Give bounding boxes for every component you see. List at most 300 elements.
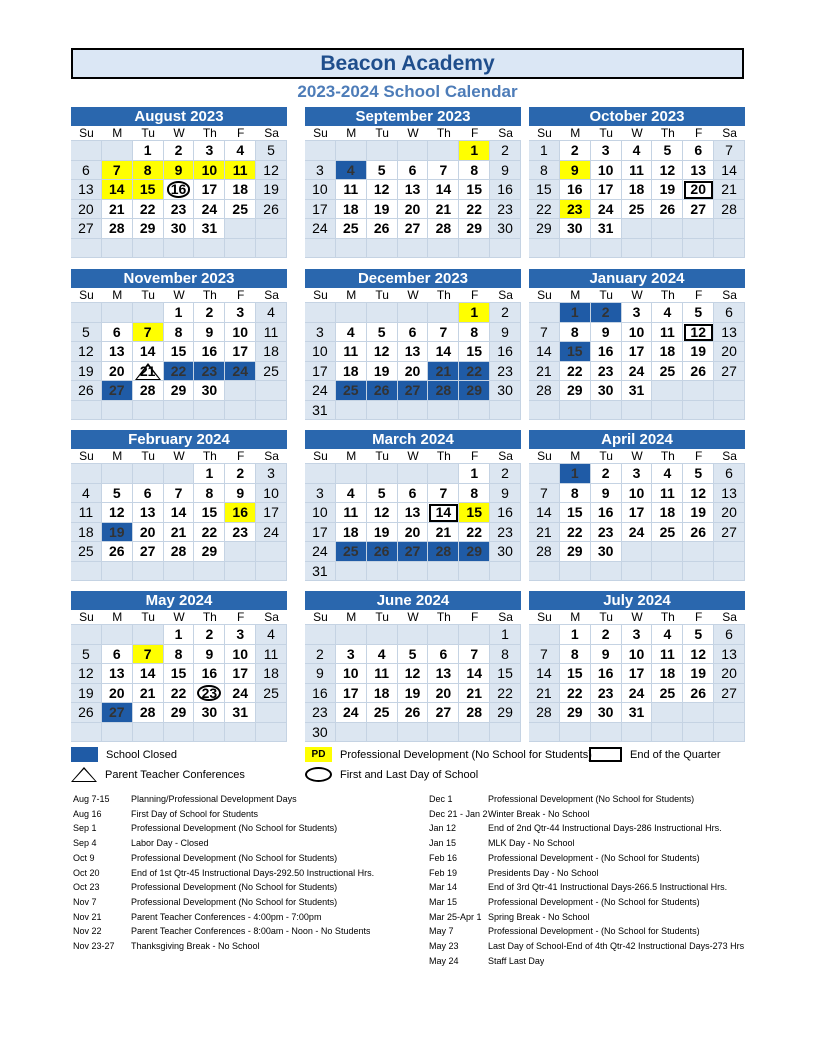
day-number: 18 [659,343,676,360]
month-grid [529,126,745,258]
empty-cell [71,562,102,582]
weekday-header: Tu [367,449,398,464]
day-number: 24 [597,200,614,217]
day-cell [336,703,367,723]
day-number: 16 [497,504,513,521]
day-number: 15 [497,665,513,682]
day-number: 8 [570,323,579,340]
day-cell [622,703,653,723]
note-text: Professional Development (No School for Students) [131,852,338,863]
weekday-header: W [164,449,195,464]
month-grid [305,449,521,581]
day-number: 6 [112,323,121,340]
month-block [71,107,287,258]
day-cell [529,645,560,665]
day-number: 16 [566,181,583,198]
empty-cell [652,542,683,562]
day-number: 9 [205,645,214,662]
day-cell [398,219,429,239]
month-block [71,430,287,581]
weekday-header: F [459,449,490,464]
day-cell [560,684,591,704]
day-number: 18 [78,523,94,540]
note-text: Parent Teacher Conferences - 8:00am - Noon - No Students [131,926,371,937]
legend-closed-label: School Closed [106,748,177,761]
day-cell [529,381,560,401]
day-cell [560,323,591,343]
day-number: 13 [404,181,421,198]
empty-cell [225,239,256,259]
day-cell [305,484,336,504]
day-number: 23 [232,523,248,540]
day-number: 15 [566,343,583,360]
weekday-header: F [225,126,256,141]
day-number: 22 [566,362,583,379]
empty-cell [622,401,653,421]
day-number: 13 [108,665,125,682]
day-number: 28 [108,220,125,237]
day-cell [714,342,745,362]
day-number: 7 [725,142,733,159]
empty-cell [683,219,714,239]
day-cell [102,664,133,684]
day-number: 9 [501,161,509,178]
day-number: 30 [597,704,614,721]
day-cell [560,342,591,362]
day-cell [683,664,714,684]
month-title: February 2024 [71,430,287,449]
day-number: 8 [470,323,479,340]
day-number: 26 [373,382,390,399]
empty-cell [225,542,256,562]
note-row [429,895,744,910]
day-cell [529,141,560,161]
day-cell [194,323,225,343]
day-number: 2 [601,304,610,321]
day-cell [164,323,195,343]
weekday-header: F [683,610,714,625]
empty-cell [529,723,560,743]
note-date: Jan 15 [429,838,457,849]
month-grid [71,288,287,420]
day-cell [305,703,336,723]
day-cell [336,362,367,382]
empty-cell [683,401,714,421]
day-number: 10 [232,323,248,340]
day-cell [622,625,653,645]
day-cell [336,342,367,362]
day-number: 19 [263,181,279,198]
day-number: 28 [536,382,552,399]
day-number: 23 [597,523,614,540]
day-number: 19 [690,665,706,682]
weekday-header: F [683,126,714,141]
day-cell [683,323,714,343]
empty-cell [428,562,459,582]
day-number: 14 [435,181,452,198]
note-row [429,924,744,939]
note-text: Professional Development - (No School for Students) [488,896,700,907]
month-title: May 2024 [71,591,287,610]
empty-cell [102,239,133,259]
day-cell [652,342,683,362]
weekday-header: Sa [490,449,521,464]
empty-cell [428,141,459,161]
day-cell [529,342,560,362]
month-title: June 2024 [305,591,521,610]
weekday-header: M [336,449,367,464]
day-cell [683,161,714,181]
empty-cell [683,723,714,743]
empty-cell [256,239,287,259]
day-number: 11 [343,343,359,360]
day-number: 4 [632,142,641,159]
day-number: 3 [632,304,641,321]
day-cell [305,381,336,401]
day-cell [336,542,367,562]
day-number: 30 [312,723,328,740]
day-number: 4 [377,645,386,662]
day-cell [529,684,560,704]
day-number: 25 [659,362,676,379]
day-cell [133,342,164,362]
day-number: 6 [694,142,703,159]
day-cell [164,219,195,239]
day-number: 18 [342,523,359,540]
day-number: 3 [632,626,641,643]
weekday-header: Tu [367,288,398,303]
day-cell [194,342,225,362]
day-number: 23 [497,200,513,217]
day-number: 19 [690,504,706,521]
day-number: 23 [566,200,583,217]
legend-quarter-label: End of the Quarter [630,748,721,761]
day-cell [428,664,459,684]
day-number: 19 [690,343,706,360]
day-number: 10 [312,343,328,360]
day-number: 26 [78,704,94,721]
day-cell [490,303,521,323]
day-cell [367,684,398,704]
day-cell [428,180,459,200]
day-number: 29 [566,382,583,399]
day-number: 23 [201,362,218,379]
legend-firstlast [305,767,478,782]
day-cell [398,664,429,684]
notes-right [429,792,744,968]
day-cell [102,180,133,200]
day-number: 27 [404,220,421,237]
empty-cell [714,401,745,421]
day-number: 26 [404,704,421,721]
day-cell [652,303,683,323]
day-number: 12 [690,484,706,501]
empty-cell [305,625,336,645]
day-number: 9 [601,323,610,340]
day-number: 23 [312,704,328,721]
day-number: 18 [373,684,390,701]
day-cell [164,141,195,161]
day-number: 9 [174,161,183,178]
weekday-header: M [336,288,367,303]
day-cell [102,703,133,723]
day-cell [367,523,398,543]
weekday-header: Tu [591,126,622,141]
note-text: End of 1st Qtr-45 Instructional Days-292.50 Instructional Hrs. [131,867,375,878]
day-number: 28 [170,543,187,560]
note-date: May 24 [429,955,459,966]
day-number: 20 [139,523,156,540]
empty-cell [164,239,195,259]
day-number: 31 [232,704,248,721]
day-cell [529,664,560,684]
day-number: 8 [501,645,509,662]
legend-pd [305,747,592,762]
day-number: 25 [628,200,645,217]
day-number: 2 [205,626,214,643]
day-cell [459,645,490,665]
empty-cell [256,703,287,723]
day-number: 19 [373,523,390,540]
empty-cell [256,562,287,582]
day-cell [490,362,521,382]
day-cell [490,645,521,665]
day-cell [683,303,714,323]
weekday-header: Sa [490,610,521,625]
note-row [73,924,418,939]
day-cell [194,141,225,161]
day-cell [398,342,429,362]
day-number: 29 [497,704,513,721]
day-number: 3 [601,142,610,159]
note-text: Professional Development - (No School for Students) [488,852,700,863]
day-number: 24 [342,704,359,721]
day-number: 6 [408,161,417,178]
weekday-header: Th [652,610,683,625]
day-cell [256,323,287,343]
weekday-header: M [336,610,367,625]
day-cell [305,362,336,382]
weekday-header: Sa [490,288,521,303]
day-number: 25 [263,362,279,379]
day-number: 13 [139,504,156,521]
day-number: 21 [536,523,552,540]
day-cell [622,342,653,362]
day-number: 31 [312,401,328,418]
day-number: 26 [78,382,94,399]
weekday-header: M [560,610,591,625]
day-number: 29 [201,543,218,560]
note-date: May 23 [429,941,459,952]
day-number: 15 [466,343,482,360]
day-cell [225,323,256,343]
day-cell [490,664,521,684]
day-number: 1 [570,626,579,643]
day-cell [652,523,683,543]
day-number: 21 [721,181,737,198]
day-cell [622,141,653,161]
day-cell [194,523,225,543]
day-number: 16 [597,343,614,360]
day-cell [305,323,336,343]
day-number: 19 [78,362,94,379]
day-number: 21 [108,200,125,217]
weekday-header: Su [305,288,336,303]
day-number: 24 [312,382,328,399]
day-cell [71,542,102,562]
day-number: 27 [404,543,421,560]
month-grid [305,288,521,420]
day-cell [560,703,591,723]
day-number: 14 [170,504,187,521]
notes-left [73,792,418,954]
day-cell [490,200,521,220]
day-cell [164,484,195,504]
empty-cell [591,562,622,582]
day-number: 13 [404,504,421,521]
day-cell [305,542,336,562]
day-cell [560,664,591,684]
day-number: 29 [466,382,482,399]
day-number: 20 [721,504,737,521]
day-number: 1 [174,304,183,321]
day-cell [194,664,225,684]
month-block [305,269,521,420]
day-cell [683,684,714,704]
day-cell [714,161,745,181]
day-number: 4 [346,323,355,340]
day-number: 20 [108,362,125,379]
weekday-header: Su [71,610,102,625]
empty-cell [133,562,164,582]
day-number: 24 [312,220,328,237]
month-block [529,430,745,581]
day-number: 9 [205,323,214,340]
note-date: Nov 22 [73,926,102,937]
day-number: 8 [570,645,579,662]
day-cell [305,503,336,523]
day-number: 5 [377,484,386,501]
day-number: 22 [466,362,482,379]
weekday-header: M [560,126,591,141]
day-number: 4 [663,626,672,643]
day-number: 10 [597,161,614,178]
day-number: 15 [466,181,482,198]
day-cell [428,503,459,523]
day-cell [133,703,164,723]
day-cell [256,625,287,645]
day-number: 18 [342,362,359,379]
day-number: 7 [143,645,152,662]
day-number: 22 [566,684,583,701]
oval-icon [305,767,332,782]
day-cell [336,200,367,220]
day-number: 15 [170,665,187,682]
day-cell [652,141,683,161]
note-text: First Day of School for Students [131,808,259,819]
weekday-header: Tu [133,610,164,625]
day-number: 17 [232,665,248,682]
day-cell [133,484,164,504]
day-number: 12 [690,323,706,340]
day-cell [194,381,225,401]
triangle-icon [71,767,97,782]
day-number: 31 [597,220,614,237]
day-cell [398,381,429,401]
empty-cell [428,723,459,743]
note-date: Jan 12 [429,823,457,834]
day-number: 6 [143,484,152,501]
day-number: 4 [663,304,672,321]
day-number: 9 [236,484,245,501]
note-text: Professional Development (No School for Students) [131,882,338,893]
weekday-header: Th [428,610,459,625]
day-cell [225,484,256,504]
day-number: 28 [139,704,156,721]
empty-cell [529,464,560,484]
note-date: Nov 7 [73,896,97,907]
day-number: 1 [570,465,579,482]
day-number: 11 [659,645,675,662]
day-number: 21 [170,523,187,540]
empty-cell [398,562,429,582]
note-text: MLK Day - No School [488,838,575,849]
empty-cell [560,723,591,743]
day-number: 3 [316,323,324,340]
day-number: 4 [236,142,245,159]
day-number: 28 [536,543,552,560]
weekday-header: Su [529,610,560,625]
day-number: 16 [232,504,248,521]
day-number: 27 [721,523,737,540]
day-cell [591,161,622,181]
day-cell [622,645,653,665]
day-number: 7 [439,484,448,501]
note-date: Aug 16 [73,808,102,819]
empty-cell [102,141,133,161]
day-number: 30 [497,382,513,399]
note-text: Winter Break - No School [488,808,590,819]
day-number: 11 [659,484,675,501]
day-number: 17 [312,362,328,379]
day-cell [591,141,622,161]
weekday-header: Su [71,449,102,464]
day-cell [256,342,287,362]
day-number: 11 [78,504,94,521]
day-number: 17 [628,343,645,360]
day-cell [164,362,195,382]
day-cell [194,303,225,323]
day-cell [133,381,164,401]
day-cell [367,503,398,523]
weekday-header: Tu [133,126,164,141]
day-number: 30 [597,382,614,399]
month-grid [529,449,745,581]
day-cell [102,200,133,220]
day-cell [622,200,653,220]
day-number: 14 [721,161,737,178]
note-row [429,880,744,895]
day-cell [367,180,398,200]
day-cell [459,664,490,684]
empty-cell [71,464,102,484]
day-cell [194,484,225,504]
day-cell [225,664,256,684]
day-number: 27 [721,684,737,701]
weekday-header: Sa [256,610,287,625]
day-cell [428,362,459,382]
weekday-header: Su [305,610,336,625]
